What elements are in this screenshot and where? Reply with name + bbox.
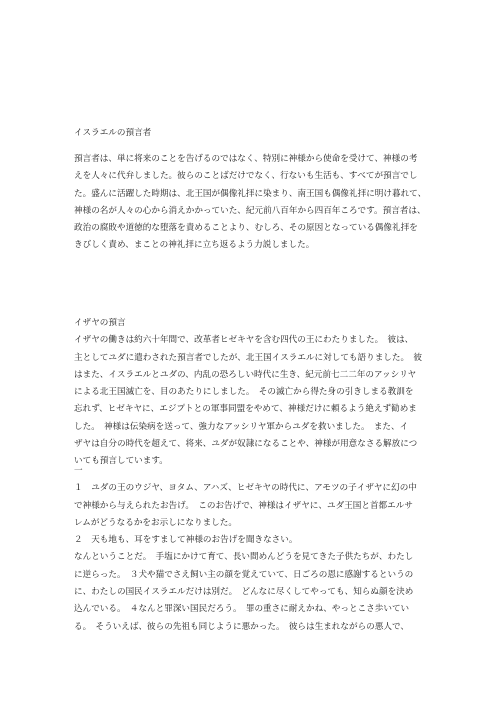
verse-line: レムがどうなるかをお示しになりました。 bbox=[74, 517, 237, 528]
chapter-number: 一 bbox=[74, 466, 83, 476]
section-heading: イザヤの預言 bbox=[74, 318, 126, 328]
paragraph-line: 忘れず、ヒゼキヤに、エジプトとの軍事同盟をやめて、神様だけに頼るよう絶えず勧めま bbox=[74, 404, 417, 415]
paragraph-line: 政治の腐敗や道徳的な堕落を責めることより、むしろ、その原因となっている偶像礼拝を bbox=[74, 223, 418, 234]
paragraph-line: 主としてユダに遣わされた預言者でしたが、北王国イスラエルに対しても語りました。 彼 bbox=[74, 352, 422, 363]
section-title: イスラエルの預言者 bbox=[74, 128, 152, 138]
verse-line: に、わたしの国民イスラエルだけは別だ。 どんなに尽くしてやっても、知らぬ顔を決め bbox=[74, 587, 414, 598]
verse-line: 込んでいる。 ４なんと罪深い国民だろう。 罪の重さに耐えかね、やっとこさ歩いてい bbox=[74, 604, 410, 615]
isaiah-paragraph bbox=[74, 315, 434, 471]
paragraph-line: きびしく責め、まことの神礼拝に立ち返るよう力説しました。 bbox=[74, 240, 315, 251]
prophets-paragraph bbox=[74, 151, 434, 255]
verse-line: なんということだ。 手塩にかけて育て、長い間めんどうを見てきた子供たちが、わたし bbox=[74, 552, 414, 563]
paragraph-line: いても預言しています。 bbox=[74, 456, 168, 467]
verse-line: ２ 天も地も、耳をすまして神様のお告げを聞きなさい。 bbox=[74, 535, 298, 546]
paragraph-line: した。 神様は伝染病を送って、強力なアッシリヤ軍からユダを救いました。 また、イ bbox=[74, 421, 409, 432]
paragraph-line: はまた、イスラエルとユダの、内乱の恐ろしい時代に生き、紀元前七二二年のアッシリヤ bbox=[74, 369, 417, 380]
verse-line: る。 そういえば、彼らの先祖も同じように悪かった。 彼らは生まれながらの悪人で、 bbox=[74, 621, 409, 632]
paragraph-line: 預言者は、単に将来のことを告げるのではなく、特別に神様から使命を受けて、神様の考 bbox=[74, 154, 418, 164]
verse-line: に逆らった。 ３犬や猫でさえ飼い主の顔を覚えていて、日ごろの恩に感謝するというの bbox=[74, 569, 414, 580]
chapter-one-text bbox=[74, 463, 434, 636]
paragraph-line: イザヤの働きは約六十年間で、改革者ヒゼキヤを含む四代の王にわたりました。 彼は、 bbox=[74, 335, 414, 346]
paragraph-line: えを人々に代弁しました。彼らのことばだけでなく、行ないも生活も、すべてが預言でし bbox=[74, 171, 418, 182]
paragraph-line: による北王国滅亡を、目のあたりにしました。 その滅亡から得た身の引きしまる教訓を bbox=[74, 387, 414, 398]
verse-line: で神様から与えられたお告げ。 このお告げで、神様はイザヤに、ユダ王国と首都エルサ bbox=[74, 500, 413, 511]
verse-line: １ ユダの王のウジヤ、ヨタム、アハズ、ヒゼキヤの時代に、アモツの子イザヤに幻の中 bbox=[74, 483, 417, 494]
paragraph-line: ザヤは自分の時代を超えて、将来、ユダが奴隷になることや、神様が用意なさる解放につ bbox=[74, 439, 418, 450]
paragraph-line: た。盛んに活躍した時期は、北王国が偶像礼拝に染まり、南王国も偶像礼拝に明け暮れて、 bbox=[74, 188, 427, 199]
paragraph-line: 神様の名が人々の心から消えかかっていた、紀元前八百年から四百年ころです。預言者は、 bbox=[74, 205, 426, 216]
